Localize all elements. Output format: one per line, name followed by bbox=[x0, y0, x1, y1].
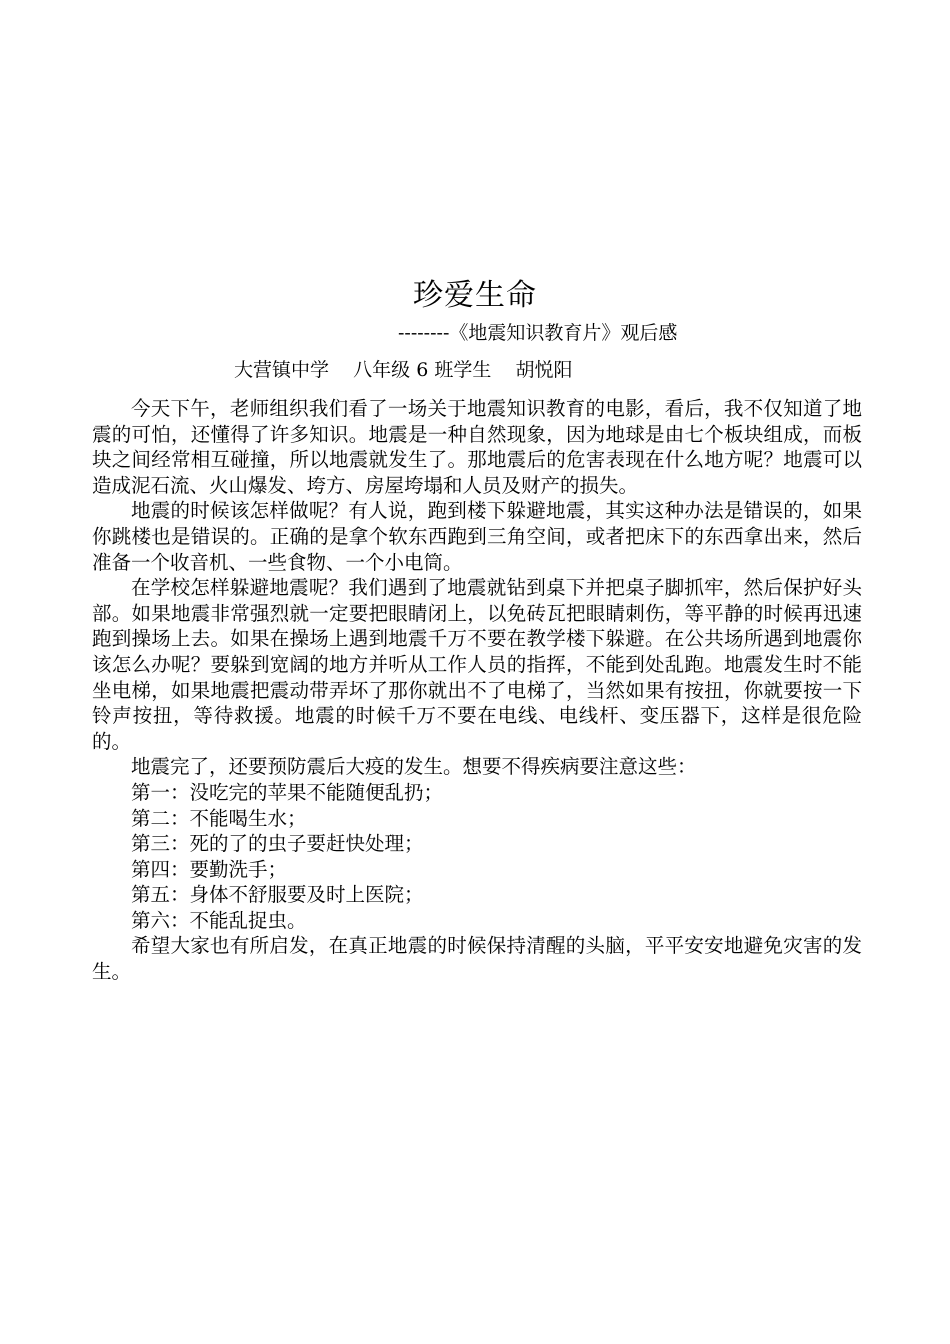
list-item-2: 第二：不能喝生水； bbox=[131, 806, 307, 830]
paragraph-intro: 今天下午，老师组织我们看了一场关于地震知识教育的电影，看后，我不仅知道了地震的可怕，还懂得了许多知识。地震是一种自然现象，因为地球是由七个板块组成，而板块之间经常相互碰撞，所以地震就发生了。那地震后的危害表现在什么地方呢？地震可以造成泥石流、火山爆发、垮方、房屋垮塌和人员及财产的损失。 bbox=[92, 397, 862, 497]
list-item-6: 第六：不能乱捉虫。 bbox=[131, 908, 307, 932]
list-item-1: 第一：没吃完的苹果不能随便乱扔； bbox=[131, 780, 444, 804]
document-title: 珍爱生命 bbox=[413, 278, 537, 313]
list-item-3: 第三：死的了的虫子要赶快处理； bbox=[131, 832, 424, 856]
paragraph-conclusion: 希望大家也有所启发，在真正地震的时候保持清醒的头脑，平平安安地避免灾害的发生。 bbox=[92, 934, 862, 984]
document-subtitle: --------《地震知识教育片》观后感 bbox=[398, 322, 678, 344]
list-item-5: 第五：身体不舒服要及时上医院； bbox=[131, 883, 424, 907]
paragraph-after-quake: 地震完了，还要预防震后大疫的发生。想要不得疾病要注意这些： bbox=[131, 755, 697, 779]
paragraph-what-to-do: 地震的时候该怎样做呢？有人说，跑到楼下躲避地震，其实这种办法是错误的，如果你跳楼也是错误的。正确的是拿个软东西跑到三角空间，或者把床下的东西拿出来，然后准备一个收音机、一些食物、一个小电筒。 bbox=[92, 499, 862, 574]
author-byline: 大营镇中学 八年级 6 班学生 胡悦阳 bbox=[234, 359, 573, 381]
paragraph-at-school: 在学校怎样躲避地震呢？我们遇到了地震就钻到桌下并把桌子脚抓牢，然后保护好头部。如果地震非常强烈就一定要把眼睛闭上，以免砖瓦把眼睛刺伤，等平静的时候再迅速跑到操场上去。如果在操场上遇到地震千万不要在教学楼下躲避。在公共场所遇到地震你该怎么办呢？要躲到宽阔的地方并听从工作人员的指挥，不能到处乱跑。地震发生时不能坐电梯，如果地震把震动带弄坏了那你就出不了电梯了，当然如果有按扭，你就要按一下铃声按扭，等待救援。地震的时候千万不要在电线、电线杆、变压器下，这样是很危险的。 bbox=[92, 576, 862, 753]
list-item-4: 第四：要勤洗手； bbox=[131, 857, 288, 881]
essay-body bbox=[92, 396, 862, 985]
